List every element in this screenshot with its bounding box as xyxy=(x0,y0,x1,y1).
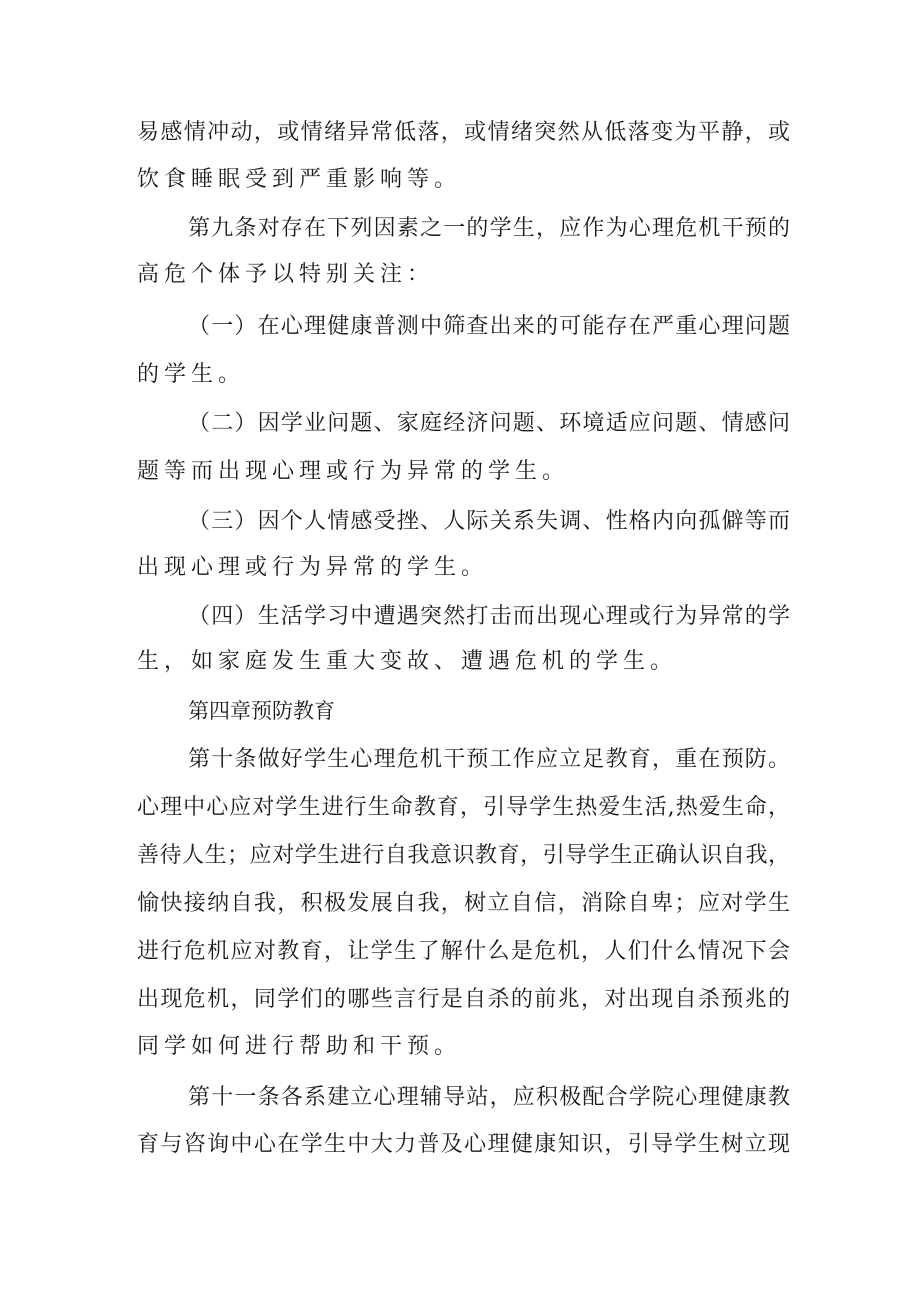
text-line: 心理中心应对学生进行生命教育，引导学生热爱生活,热爱生命， xyxy=(137,795,790,820)
text-line: 愉快接纳自我，积极发展自我，树立自信，消除自卑；应对学生 xyxy=(137,891,790,916)
text-line: 出现危机，同学们的哪些言行是自杀的前兆，对出现自杀预兆的 xyxy=(137,987,790,1012)
list-item-line: （一）在心理健康普测中筛查出来的可能存在严重心理问题 xyxy=(188,314,790,339)
list-item-line: （二）因学业问题、家庭经济问题、环境适应问题、情感问 xyxy=(188,411,790,436)
list-item-line: 题等而出现心理或行为异常的学生。 xyxy=(137,459,570,484)
text-line: 高危个体予以特别关注： xyxy=(137,262,435,287)
list-item-line: （四）生活学习中遭遇突然打击而出现心理或行为异常的学 xyxy=(188,604,790,629)
text-line: 饮食睡眠受到严重影响等。 xyxy=(137,167,462,192)
text-line: 善待人生；应对学生进行自我意识教育，引导学生正确认识自我， xyxy=(137,843,790,868)
list-item-line: 生，如家庭发生重大变故、遭遇危机的学生。 xyxy=(137,649,678,674)
text-line: 第九条对存在下列因素之一的学生，应作为心理危机干预的 xyxy=(188,216,790,241)
list-item-line: 出现心理或行为异常的学生。 xyxy=(137,555,489,580)
list-item-line: 的学生。 xyxy=(137,362,246,387)
text-line: 同学如何进行帮助和干预。 xyxy=(137,1034,462,1059)
text-line: 进行危机应对教育，让学生了解什么是危机，人们什么情况下会 xyxy=(137,939,790,964)
text-line: 育与咨询中心在学生中大力普及心理健康知识，引导学生树立现 xyxy=(137,1132,790,1157)
chapter-heading: 第四章预防教育 xyxy=(188,699,335,723)
text-line: 易感情冲动，或情绪异常低落，或情绪突然从低落变为平静，或 xyxy=(137,120,790,145)
text-line: 第十一条各系建立心理辅导站，应积极配合学院心理健康教 xyxy=(188,1085,790,1110)
list-item-line: （三）因个人情感受挫、人际关系失调、性格内向孤僻等而 xyxy=(188,509,790,534)
text-line: 第十条做好学生心理危机干预工作应立足教育，重在预防。 xyxy=(188,747,790,772)
